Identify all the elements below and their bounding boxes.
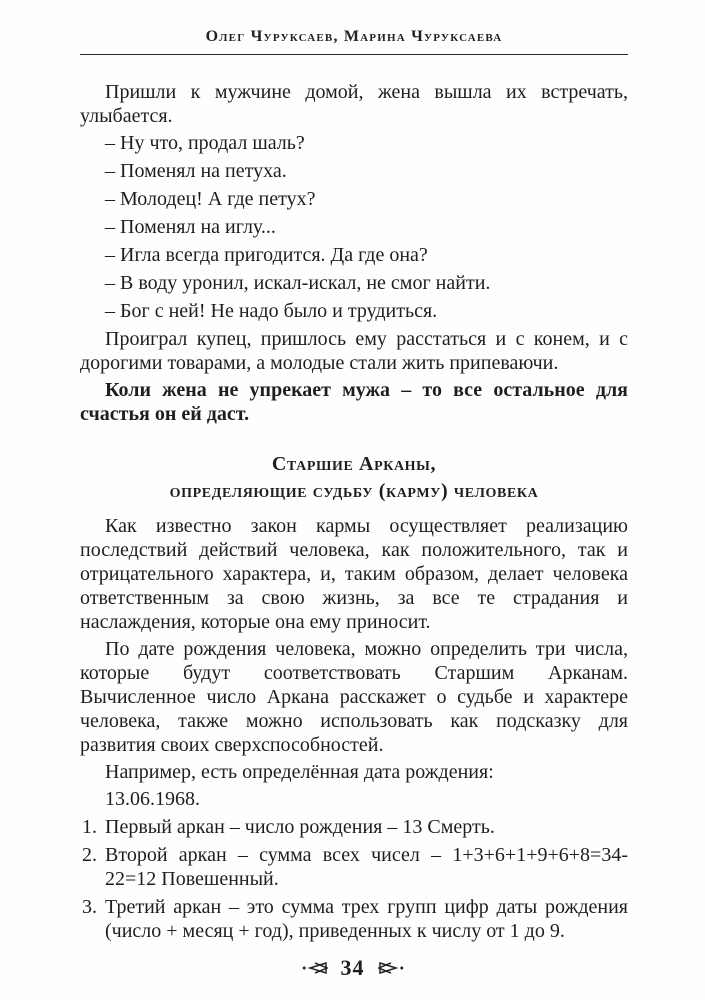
running-head-authors: Олег Чуруксаев, Марина Чуруксаева: [205, 28, 503, 45]
page-footer: [0, 956, 705, 980]
list-item-text: Третий аркан – это сумма трех групп цифр даты рождения (число + месяц + год), приведенных к числу от 1 до 9.: [105, 896, 628, 942]
story-paragraph-2: Проиграл купец, пришлось ему расстаться и с конем, и с дорогими товарами, а молодые стали жить припеваючи.: [80, 328, 628, 374]
moral-paragraph: Коли жена не упрекает мужа – то все остальное для счастья он ей даст.: [80, 379, 628, 425]
section-paragraph-2: По дате рождения человека, можно определить три числа, которые будут соответствовать Старшим Арканам. Вычисленное число Аркана расскажет о судьбе и характере человека, также можно использовать как подсказку для развития своих сверхспособностей.: [80, 638, 628, 756]
dialogue-line-4: – Поменял на иглу...: [105, 216, 276, 238]
page-body: [80, 80, 628, 943]
dialogue-line-3: – Молодец! А где петух?: [105, 188, 316, 210]
section-paragraph-1: Как известно закон кармы осуществляет реализацию последствий действий человека, как положительного, так и отрицательного характера, и, таким образом, делает человека ответственным за свою жизнь, за все те страдания и наслаждения, которые она ему приносит.: [80, 515, 628, 633]
page-number: 34: [340, 955, 365, 980]
right-arrow-ornament-icon: [378, 961, 404, 975]
section-paragraph-3: Например, есть определённая дата рождения:: [105, 761, 494, 783]
dialogue-line-1: – Ну что, продал шаль?: [105, 132, 305, 154]
left-arrow-ornament-icon: [302, 961, 328, 975]
dialogue-line-7: – Бог с ней! Не надо было и трудиться.: [105, 300, 438, 322]
list-number: 3.: [82, 896, 97, 918]
arcana-list-item-2: [80, 843, 628, 891]
header-rule: [80, 54, 628, 55]
story-paragraph-1: Пришли к мужчине домой, жена вышла их встречать, улыбается.: [80, 81, 628, 127]
list-item-text: Первый аркан – число рождения – 13 Смерть.: [105, 816, 495, 838]
dialogue-line-5: – Игла всегда пригодится. Да где она?: [105, 244, 428, 266]
list-number: 1.: [82, 816, 97, 838]
page-header: [80, 27, 628, 55]
arcana-list: [80, 815, 628, 943]
dialogue-line-6: – В воду уронил, искал-искал, не смог найти.: [105, 272, 491, 294]
arcana-list-item-3: [80, 895, 628, 943]
section-heading-line-2: определяющие судьбу (карму) человека: [169, 480, 539, 502]
section-heading-line-1: Старшие Арканы,: [271, 453, 437, 475]
list-item-text: Второй аркан – сумма всех чисел – 1+3+6+1+9+6+8=34-22=12 Повешенный.: [105, 844, 628, 890]
dialogue-line-2: – Поменял на петуха.: [105, 160, 287, 182]
section-heading: [80, 451, 628, 505]
birthdate-example: 13.06.1968.: [105, 788, 200, 810]
list-number: 2.: [82, 844, 97, 866]
arcana-list-item-1: [80, 815, 628, 839]
